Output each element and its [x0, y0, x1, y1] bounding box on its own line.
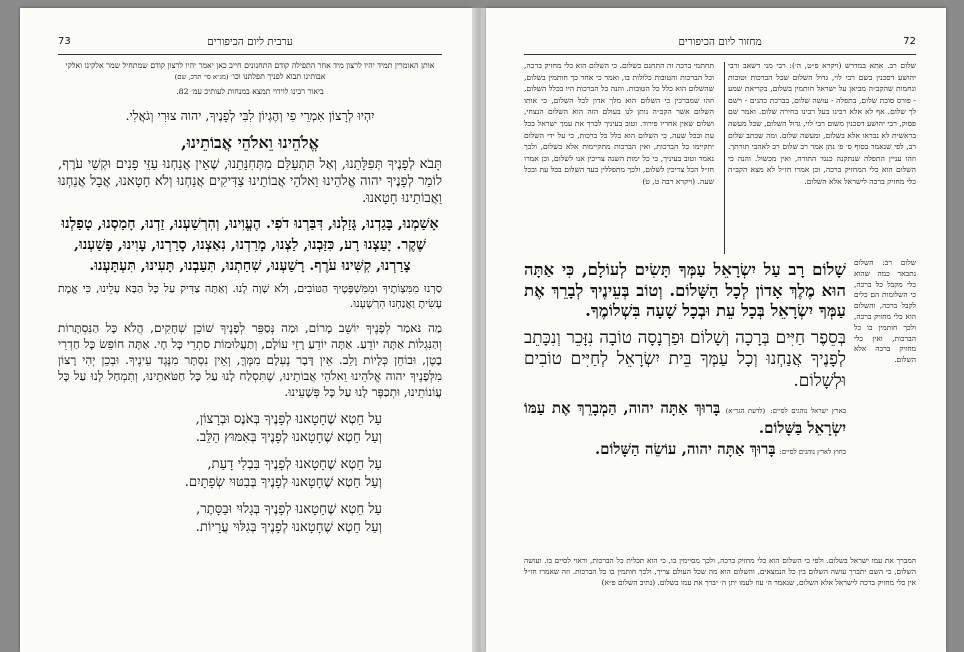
left-running-header: [58, 36, 442, 55]
final-reference: (נתיב השלום פ״א): [601, 577, 656, 587]
instruction-top: אותן האומרין תמיד יהיו לרצון מיד אחר התפילה קודם התחנונים חייב כאן יאמר יהיו לרצון קודם שמתחיל שמר אלקינו ואלקי אבותינו תבוא לפניך תפלתנו וכו׳ (מג״א סי׳ תרכ, שם): [65, 61, 435, 81]
left-page: [20, 8, 472, 652]
al-het-line: וְעַל חֵטְא שֶׁחָטָאנוּ לְפָנֶיךָ בְּאִמּוּץ הַלֵּב.: [195, 430, 382, 446]
al-het-line: וְעַל חֵטְא שֶׁחָטָאנוּ לְפָנֶיךָ בְּבִטּוּי שְׂפָתָיִם.: [184, 475, 382, 491]
tavo-lefanecha-paragraph: תָּבֹא לְפָנֶיךָ תְּפִלָּתֵנוּ, וְאַל תִּתְעַלַּם מִתְּחִנָּתֵנוּ, שֶׁאֵין אֲנַחְנוּ עַזֵּי פָנִים וּקְשֵׁי עֹרֶף, לוֹמַר לְפָנֶיךָ יהוה אֱלֹהֵינוּ וֵאלֹהֵי אֲבוֹתֵינוּ צַדִּיקִים אֲנַחְנוּ וְלֹא חָטָאנוּ, אֲבָל אֲנַחְנוּ וַאֲבוֹתֵינוּ חָטָאנוּ.: [58, 157, 442, 207]
commentary-right-column: שלום רב. אתא במדרש (ויקרא פ״ט, ה׳): רבי מני דשאב ורבי יהושע דסכנין בשם רבי לוי, גדול השלום שכל הברכות וטובות ונחמות שהקב״ה מביאן על ישראל חותמין בשלום, בקריאת שמע - פורס סוכת שלום, בתפלה - עושה שלום, בברכת כהנים - וישם לך שלום. אף לא אלא רבינו בעל רבינו בחירה שלום. ואמר שם פסוק, רבי יהושע דסכנין משום רבי לוי, גדול השלום, שכל מעשה בראשית לא נבראו אלא בשלום, ומעשה שלום. ומה שכתב שלום רב, לפי שנאמר בסוף ס׳ פ׳ נתן אמר רב שלום רב לאהבי תורתך. וזהו עניין התפלה שנתקנה כנגד התורה, ואין מכשול. והנה כי השלום הוא כלי המחזיק ברכה, וכן אמרו חז״ל לא מצא הקב״ה כלי מחזיק ברכה לישראל אלא השלום.: [728, 61, 916, 186]
commentary-left-column: תחתמי ברכה זה התחנם כשלום. כי השלום הוא כלי מחזיק ברכה, וכל הברכות והטובות כלולות בו, ואמר כי אחר כך חותמין בשלום, שהשלום הוא כלל כל הטובות. והנה כל הברכות היו בכלל השלום, וזהו שמברכין כי השלום הוא מלך אדון לכל השלום, כי אותו השלום אשר הקב״ה נותן לנו בעולם הזה הוא השלום הנצחי, ושלום שאין אחריו פירוד. וטוב בעיניך לברך את עמך ישראל בכל עת ובכל שעה, כי השלום הוא כלל כל ברכות, כי על ידי השלום יתקיימו כל הברכות, ואין הברכות מתקיימות אלא בשלום, ולכך נאמר וטוב בעיניך, כי כל ימות השנה צריכין אנו לשלום, וכן אמרו חז״ל הכל צריכין לשלום, ולכך מתפללין בעד השלום בכל עת ובכל שעה. (ויקרא רבה ט, ט): [524, 61, 714, 186]
oseh-hashalom-blessing: בָּרוּךְ אַתָּה יהוה, עוֹשֵׂה הַשָּׁלוֹם.: [594, 440, 776, 458]
al-het-line: וְעַל חֵטְא שֶׁחָטָאנוּ לְפָנֶיךָ בְּגִלּוּי עֲרָיוֹת.: [195, 520, 382, 536]
right-running-head-title: מחזור ליום הכיפורים: [678, 36, 762, 48]
al-het-list: [58, 411, 382, 538]
instruction-note: ביאור רבינו לוידוי תמצא במנחות לעותיכ עמ׳ 82.: [176, 87, 324, 96]
blessing-israel: [524, 400, 846, 437]
left-running-head-title: ערבית ליום הכיפורים: [207, 36, 293, 48]
final-commentary: המברך את עמו ישראל בשלום. ולפי כי השלום הוא כלי מחזיק ברכה, ולכך מסיימין בו, כי הוא תכלית כל הברכות, וראוי לסיים בו. ועושה השלום, כי השם יתברך עושה השלום בין כל הנמצאים, והשלום הוא מה שכל העולם צריך, ולכך חותמין בו כל הברכות. וזה שאמרו חז״ל אין כלי מחזיק ברכה לישראל אלא השלום, שנאמר ה׳ עוז לעמו יתן ה׳ יברך את עמו בשלום. (נתיב השלום פ״א): [524, 556, 916, 587]
custom-note: בחוץ לארץ נוהגים לסיים:: [779, 448, 846, 456]
right-page-number: 72: [903, 36, 916, 47]
book-gutter: [472, 8, 486, 652]
ashamnu-paragraph: אָשַׁמְנוּ, בָּגַדְנוּ, גָּזַלְנוּ, דִּבַּרְנוּ דֹפִי. הֶעֱוִינוּ, וְהִרְשַׁעְנוּ, זַדְנוּ, חָמַסְנוּ, טָפַלְנוּ שֶׁקֶר. יָעַצְנוּ רָע, כִּזַּבְנוּ, לַצְנוּ, מָרַדְנוּ, נִאַצְנוּ, סָרַרְנוּ, עָוִינוּ, פָּשַׁעְנוּ, צָרַרְנוּ, קִשִּׁינוּ עֹרֶף. רָשַׁעְנוּ, שִׁחַתְנוּ, תִּעַבְנוּ, תָּעִינוּ, תִּעְתָּעְנוּ.: [61, 215, 439, 274]
sim-shalom-block: [524, 260, 846, 461]
blessing-diaspora: [524, 441, 846, 461]
al-het-line: עַל חֵטְא שֶׁחָטָאנוּ לְפָנֶיךָ בִּבְלִי דָעַת,: [207, 456, 382, 472]
elokeinu-heading: אֱלֹהֵינוּ וֵאלֹהֵי אֲבוֹתֵינוּ,: [181, 133, 319, 152]
besefer-chaim-paragraph: בְּסֵפֶר חַיִּים בְּרָכָה וְשָׁלוֹם וּפַרְנָסָה טוֹבָה נִזָּכֵר וְנִכָּתֵב לְפָנֶיךָ אֲנַחְנוּ וְכָל עַמְּךָ בֵּית יִשְׂרָאֵל לְחַיִּים טוֹבִים וּלְשָׁלוֹם.: [524, 327, 846, 391]
hamevarech-blessing: בָּרוּךְ אַתָּה יהוה, הַמְבָרֵךְ אֶת עַמּוֹ יִשְׂרָאֵל בַּשָּׁלוֹם.: [524, 399, 846, 437]
right-page: [486, 8, 946, 652]
right-running-header: [524, 36, 916, 55]
shalom-rav-paragraph: שָׁלוֹם רָב עַל יִשְׂרָאֵל עַמְּךָ תָּשִׂים לְעוֹלָם, כִּי אַתָּה הוּא מֶלֶךְ אָדוֹן לְכָל הַשָּׁלוֹם. וְטוֹב בְּעֵינֶיךָ לְבָרֵךְ אֶת עַמְּךָ יִשְׂרָאֵל בְּכָל עֵת וּבְכָל שָׁעָה בִּשְׁלוֹמֶךָ.: [524, 260, 846, 320]
left-page-number: 73: [58, 36, 71, 47]
custom-note: בארץ ישראל נוהגים לסיים:: [770, 407, 846, 415]
left-text-column: [58, 60, 442, 538]
sarnu-paragraph: סַרְנוּ מִמִּצְוֹתֶיךָ וּמִמִּשְׁפָּטֶיךָ הַטּוֹבִים, וְלֹא שָׁוָה לָנוּ. וְאַתָּה צַדִּיק עַל כָּל הַבָּא עָלֵינוּ, כִּי אֱמֶת עָשִׂיתָ וַאֲנַחְנוּ הִרְשָׁעְנוּ.: [58, 281, 442, 311]
al-het-line: עַל חֵטְא שֶׁחָטָאנוּ לְפָנֶיךָ בְּאֹנֶס וּבְרָצוֹן,: [195, 411, 382, 427]
side-commentary: שלום רב: השלום נתבאר כמה שהוא כלי מקבל כל ברכה, כי השלומות הם כלים לקבל ברכה, והשלום הוא כלי מחזיק ברכה, ולכך חותמין בו כל הברכות, ואין כלי מחזיק ברכה אלא השלום.: [854, 258, 916, 365]
ma-nomar-paragraph: מַה נֹּאמַר לְפָנֶיךָ יוֹשֵׁב מָרוֹם, וּמַה נְּסַפֵּר לְפָנֶיךָ שׁוֹכֵן שְׁחָקִים, הֲלֹא כָּל הַנִּסְתָּרוֹת וְהַנִּגְלוֹת אַתָּה יוֹדֵעַ. אַתָּה יוֹדֵעַ רָזֵי עוֹלָם, וְתַעֲלוּמוֹת סִתְרֵי כָּל חָי. אַתָּה חוֹפֵשׂ כָּל חַדְרֵי בָטֶן, וּבוֹחֵן כְּלָיוֹת וָלֵב. אֵין דָּבָר נֶעְלָם מִמֶּךָּ, וְאֵין נִסְתָּר מִנֶּגֶד עֵינֶיךָ. וּבְכֵן יְהִי רָצוֹן מִלְּפָנֶיךָ יהוה אֱלֹהֵינוּ וֵאלֹהֵי אֲבוֹתֵינוּ, שֶׁתִּסְלַח לָנוּ עַל כָּל חַטֹּאתֵינוּ, וְתִמְחַל לָנוּ עַל כָּל עֲוֹנוֹתֵינוּ, וּתְכַפֶּר לָנוּ עַל כָּל פְּשָׁעֵינוּ.: [58, 320, 442, 400]
custom-note-ref: (לדעת הגר״א): [725, 407, 766, 415]
yihyu-leratzon-verse: יִהְיוּ לְרָצוֹן אִמְרֵי פִי וְהֶגְיוֹן לִבִּי לְפָנֶיךָ, יהוה צוּרִי וְגֹאֲלִי.: [125, 108, 375, 123]
commentary-reference: (ויקרא רבה ט, ט): [642, 176, 696, 186]
al-het-line: עַל חֵטְא שֶׁחָטָאנוּ לְפָנֶיךָ בְּגָלוּי וּבַסָּתֶר,: [196, 501, 382, 517]
column-rule: [724, 62, 725, 254]
